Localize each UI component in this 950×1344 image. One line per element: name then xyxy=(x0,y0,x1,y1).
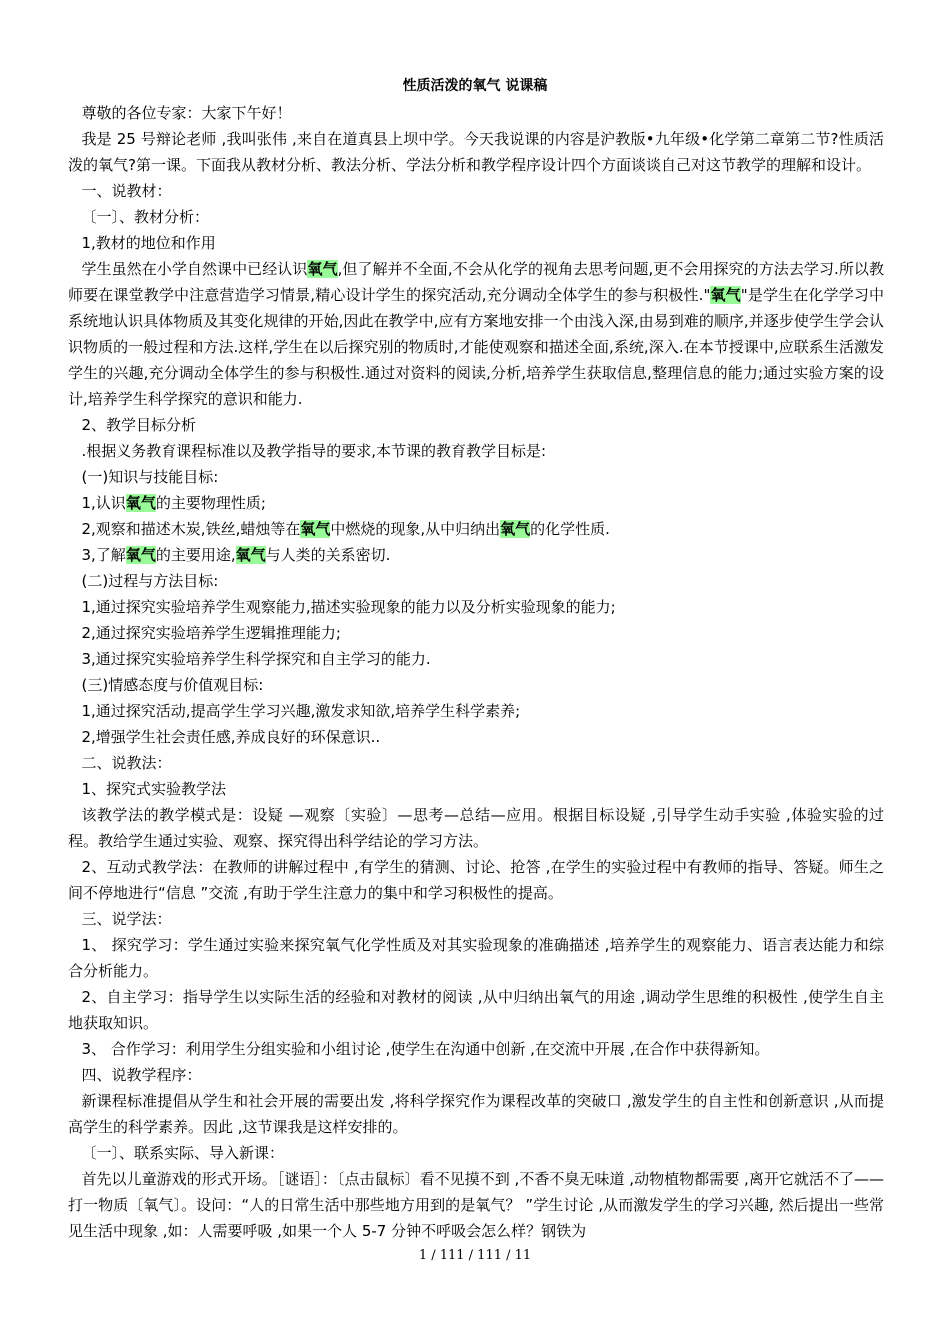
paragraph: 新课程标准提倡从学生和社会开展的需要出发 ,将科学探究作为课程改革的突破口 ,激发学生的自主性和创新意识 ,从而提高学生的科学素养。因此 ,这节课我是这样安排的。 xyxy=(68,1092,884,1136)
paragraph: (三)情感态度与价值观目标: xyxy=(81,676,264,694)
highlighted-keyword: 氧气 xyxy=(500,520,531,538)
paragraph: 四、说教学程序： xyxy=(81,1066,202,1084)
paragraph: 3,了解氧气的主要用途,氧气与人类的关系密切. xyxy=(81,546,391,564)
highlighted-keyword: 氧气 xyxy=(307,260,338,278)
paragraph: 学生虽然在小学自然课中已经认识氧气,但了解并不全面,不会从化学的视角去思考问题,更不会用探究的方法去学习.所以教师要在课堂教学中注意营造学习情景,精心设计学生的探究活动,充分调动全体学生的参与积极性."氧气"是学生在化学学习中系统地认识具体物质及其变化规律的开始,因此在教学中,应有方案地安排一个由浅入深,由易到难的顺序,并逐步使学生学会认识物质的一般过程和方法.这样,学生在以后探究别的物质时,才能使观察和描述全面,系统,深入.在本节授课中,应联系生活激发学生的兴趣,充分调动全体学生的参与积极性.通过对资料的阅读,分析,培养学生获取信息,整理信息的能力;通过实验方案的设计,培养学生科学探究的意识和能力. xyxy=(68,260,884,408)
paragraph: 1,认识氧气的主要物理性质; xyxy=(81,494,266,512)
paragraph: 首先以儿童游戏的形式开场。［谜语］：〔点击鼠标〕看不见摸不到 ,不香不臭无味道 ,动物植物都需要 ,离开它就活不了——打一物质〔氧气〕。设问：“人的日常生活中那些地方用到的是氧气？ ”学生讨论 ,从而激发学生的学习兴趣, 然后提出一些常见生活中现象 ,如：人需要呼吸 ,如果一个人 5-7 分钟不呼吸会怎么样？钢铁为 xyxy=(68,1170,884,1240)
paragraph: 〔一〕、联系实际、导入新课： xyxy=(81,1144,285,1162)
paragraph: 三、说学法： xyxy=(81,910,172,928)
paragraph: 一、说教材： xyxy=(81,182,172,200)
paragraph: 二、说教法： xyxy=(81,754,172,772)
paragraph: 1,教材的地位和作用 xyxy=(81,234,216,252)
paragraph: 〔一〕、教材分析： xyxy=(81,208,210,226)
highlighted-keyword: 氧气 xyxy=(300,520,331,538)
paragraph: 2、教学目标分析 xyxy=(81,416,197,434)
paragraph: .根据义务教育课程标准以及教学指导的要求,本节课的教育教学目标是: xyxy=(81,442,547,460)
paragraph: 1,通过探究实验培养学生观察能力,描述实验现象的能力以及分析实验现象的能力; xyxy=(81,598,616,616)
paragraph: 1、探究式实验教学法 xyxy=(81,780,227,798)
paragraph: 2、互动式教学法：在教师的讲解过程中 ,有学生的猜测、讨论、抢答 ,在学生的实验过程中有教师的指导、答疑。师生之间不停地进行“信息 ”交流 ,有助于学生注意力的集中和学习积极性的提高。 xyxy=(68,858,884,902)
paragraph: 2,通过探究实验培养学生逻辑推理能力; xyxy=(81,624,341,642)
highlighted-keyword: 氧气 xyxy=(235,546,266,564)
document-body xyxy=(68,100,884,1244)
paragraph: 2、自主学习：指导学生以实际生活的经验和对教材的阅读 ,从中归纳出氧气的用途 ,调动学生思维的积极性 ,使学生自主地获取知识。 xyxy=(68,988,884,1032)
paragraph: 该教学法的教学模式是：设疑 —观察〔实验〕—思考—总结—应用。根据目标设疑 ,引导学生动手实验 ,体验实验的过程。教给学生通过实验、观察、探究得出科学结论的学习方法。 xyxy=(68,806,884,850)
paragraph: 1、 探究学习：学生通过实验来探究氧气化学性质及对其实验现象的准确描述 ,培养学生的观察能力、语言表达能力和综合分析能力。 xyxy=(68,936,884,980)
highlighted-keyword: 氧气 xyxy=(710,286,741,304)
paragraph: 3、 合作学习：利用学生分组实验和小组讨论 ,使学生在沟通中创新 ,在交流中开展 ,在合作中获得新知。 xyxy=(81,1040,770,1058)
highlighted-keyword: 氧气 xyxy=(125,494,156,512)
paragraph: (一)知识与技能目标: xyxy=(81,468,219,486)
paragraph: 2,观察和描述木炭,铁丝,蜡烛等在氧气中燃烧的现象,从中归纳出氧气的化学性质. xyxy=(81,520,610,538)
highlighted-keyword: 氧气 xyxy=(125,546,156,564)
page-title: 性质活泼的氧气 说课稿 xyxy=(402,78,548,94)
paragraph: 2,增强学生社会责任感,养成良好的环保意识.. xyxy=(81,728,381,746)
paragraph: 1,通过探究活动,提高学生学习兴趣,激发求知欲,培养学生科学素养; xyxy=(81,702,521,720)
page-footer: 1 / 111 / 111 / 11 xyxy=(418,1248,532,1263)
paragraph: (二)过程与方法目标: xyxy=(81,572,219,590)
paragraph: 尊敬的各位专家：大家下午好！ xyxy=(81,104,292,122)
paragraph: 我是 25 号辩论老师 ,我叫张伟 ,来自在道真县上坝中学。今天我说课的内容是沪教版•九年级•化学第二章第二节?性质活泼的氧气?第一课。下面我从教材分析、教法分析、学法分析和教学程序设计四个方面谈谈自己对这节教学的理解和设计。 xyxy=(68,130,884,174)
paragraph: 3,通过探究实验培养学生科学探究和自主学习的能力. xyxy=(81,650,431,668)
